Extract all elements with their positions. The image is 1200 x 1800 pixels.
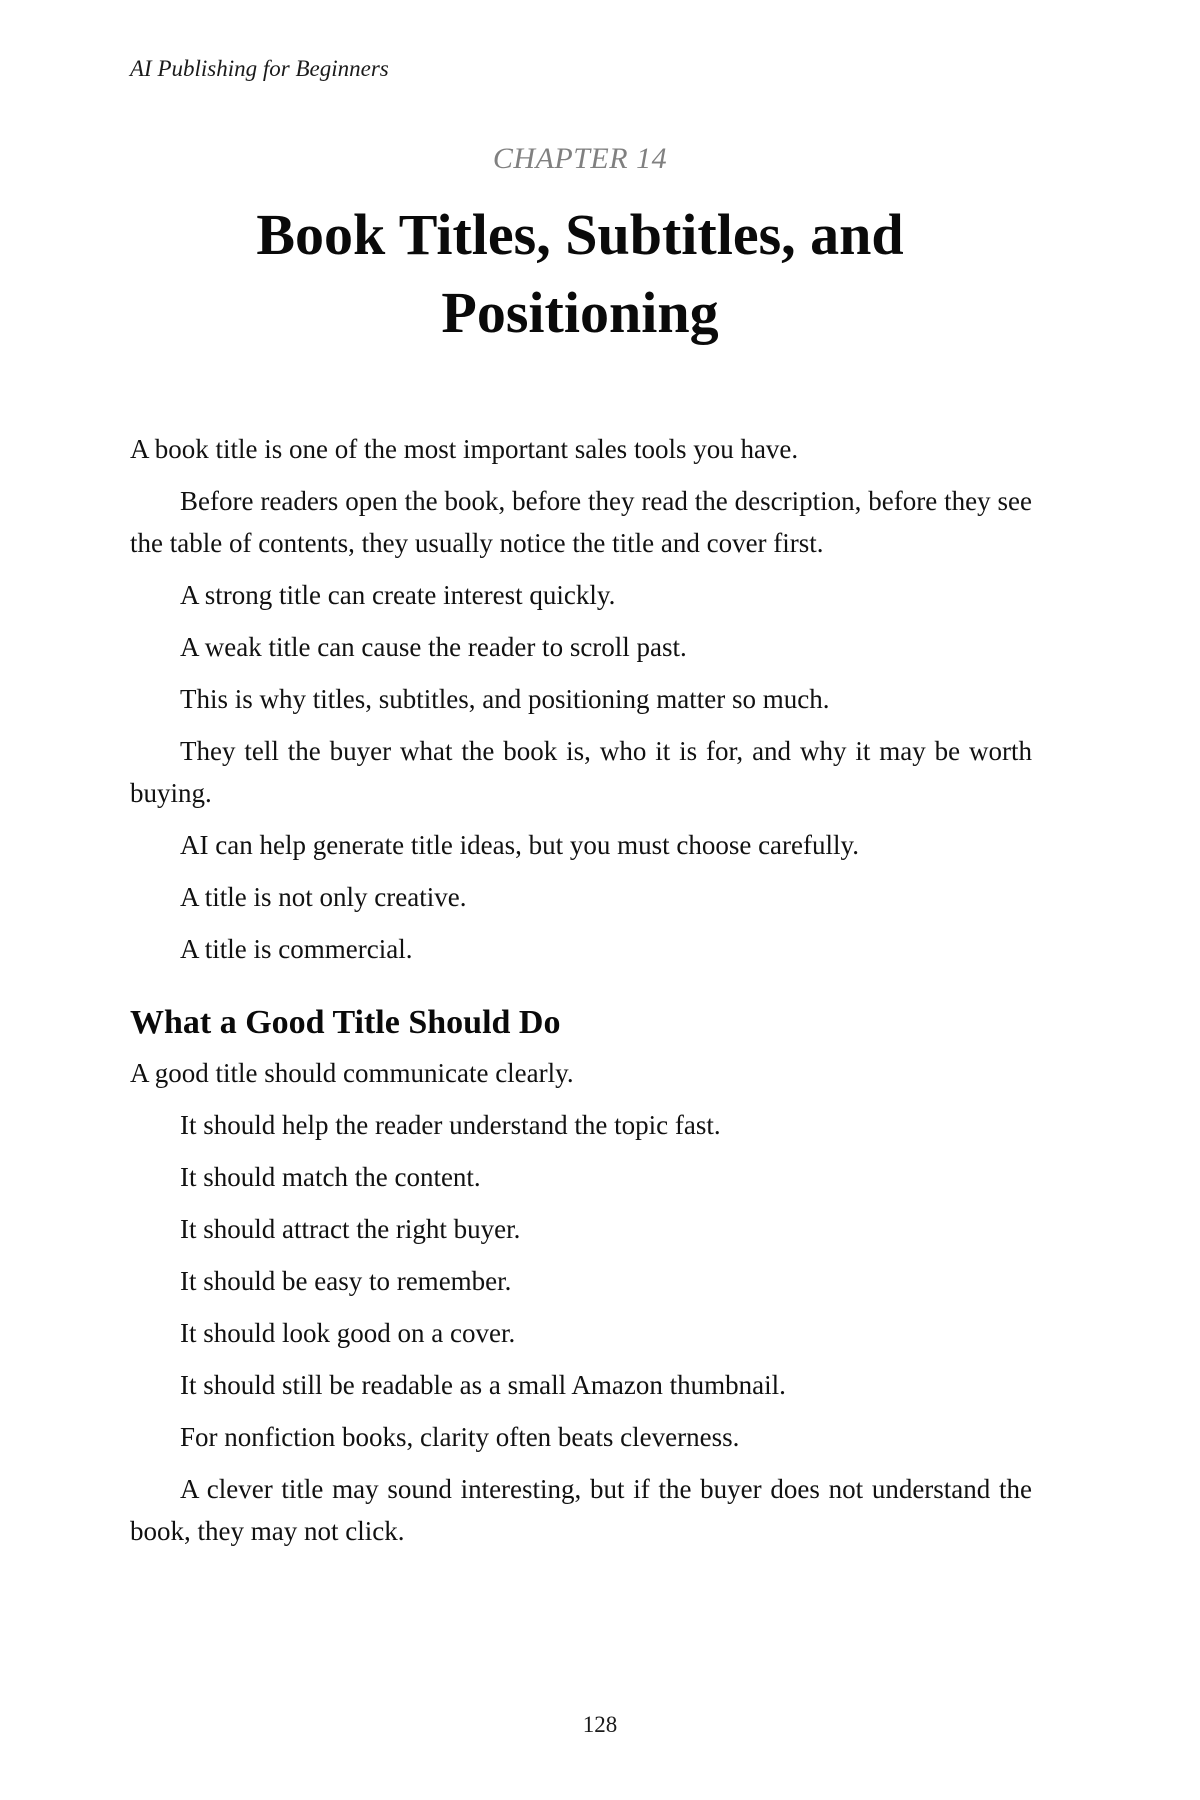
paragraph: AI can help generate title ideas, but you must choose carefully.: [180, 830, 860, 860]
paragraph: This is why titles, subtitles, and positioning matter so much.: [180, 684, 830, 714]
page-number: 128: [582, 1712, 618, 1737]
paragraph: A good title should communicate clearly.: [130, 1058, 574, 1088]
paragraph: A weak title can cause the reader to scroll past.: [180, 632, 687, 662]
paragraph: It should match the content.: [180, 1162, 481, 1192]
paragraph: Before readers open the book, before they read the description, before they see the table of contents, they usually notice the title and cover first.: [130, 486, 1032, 558]
chapter-body: [130, 428, 1032, 1562]
paragraph: They tell the buyer what the book is, who it is for, and why it may be worth buying.: [130, 736, 1032, 808]
paragraph: A book title is one of the most important sales tools you have.: [130, 434, 799, 464]
paragraph: For nonfiction books, clarity often beats cleverness.: [180, 1422, 740, 1452]
paragraph: A title is commercial.: [180, 934, 413, 964]
paragraph: It should attract the right buyer.: [180, 1214, 521, 1244]
running-header-title: AI Publishing for Beginners: [130, 56, 389, 81]
paragraph: A strong title can create interest quickly.: [180, 580, 616, 610]
paragraph: It should be easy to remember.: [180, 1266, 512, 1296]
paragraph: It should help the reader understand the topic fast.: [180, 1110, 721, 1140]
chapter-label: CHAPTER 14: [492, 142, 668, 175]
chapter-title: Book Titles, Subtitles, and Positioning: [256, 202, 904, 345]
paragraph: It should look good on a cover.: [180, 1318, 516, 1348]
paragraph: A clever title may sound interesting, but if the buyer does not understand the book, they may not click.: [130, 1474, 1032, 1546]
section-heading: What a Good Title Should Do: [130, 1004, 561, 1041]
paragraph: It should still be readable as a small Amazon thumbnail.: [180, 1370, 786, 1400]
paragraph: A title is not only creative.: [180, 882, 467, 912]
